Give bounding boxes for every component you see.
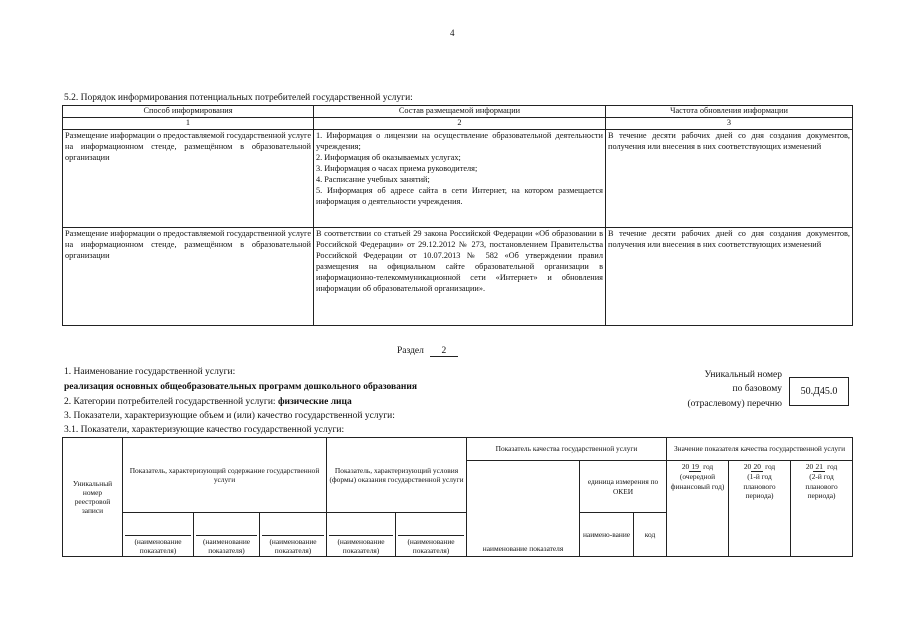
quality-header-row-1 xyxy=(63,438,853,461)
sub-indicator-name: (наименование показателя) xyxy=(194,513,260,557)
content-cell: В соответствии со статьей 29 закона Российской Федерации «Об образовании в Российской Федерации» от 29.12.2012 № 273, постановлением Правительства Российской Федерации от 10.07.2013 № 582 «Об утверждении правил размещения на официальном сайте образовательной организации в информационно-телекоммуникационной сети «Интернет» и обновления информации об образовательной организации». xyxy=(314,227,606,325)
consumers-line xyxy=(64,397,352,407)
year-desc-1: (очередной финансовый год) xyxy=(670,472,725,491)
col-number-3: 3 xyxy=(606,117,853,129)
content-item: 3. Информация о часах приема руководителя; xyxy=(316,163,478,173)
col-number-1: 1 xyxy=(63,117,314,129)
col-header-method: Способ информирования xyxy=(63,106,314,118)
section-title xyxy=(397,346,458,357)
section-label: Раздел xyxy=(397,346,424,356)
col-number-2: 2 xyxy=(314,117,606,129)
informing-table xyxy=(62,105,853,326)
unit-name-header: наимено-вание xyxy=(580,513,634,557)
year-header-1: 20 19 год (очередной финансовый год) xyxy=(667,461,729,557)
value-indicator-header: Значение показателя качества государственной услуги xyxy=(667,438,853,461)
conditions-indicator-header: Показатель, характеризующий условия (формы) оказания государственной услуги xyxy=(327,438,467,513)
unique-number-line2: по базовому xyxy=(732,384,782,395)
informing-table-header xyxy=(63,106,853,118)
sub-indicator-name: (наименование показателя) xyxy=(396,513,467,557)
service-name-value: реализация основных общеобразовательных программ дошкольного образования xyxy=(64,382,417,392)
quality-indicator-header: Показатель качества государственной услуги xyxy=(467,438,667,461)
frequency-cell: В течение десяти рабочих дней со дня создания документов, получения или внесения в них соответствующих изменений xyxy=(606,227,853,325)
content-item: 5. Информация об адресе сайта в сети Интернет, на котором размещается информация о деятельности учреждения. xyxy=(316,185,603,206)
unit-header: единица измерения по ОКЕИ xyxy=(580,461,667,513)
col-header-content: Состав размещаемой информации xyxy=(314,106,606,118)
year-desc-2: (1-й год планового периода) xyxy=(743,472,776,500)
quality-heading: 3.1. Показатели, характеризующие качество государственной услуги: xyxy=(64,425,345,435)
frequency-cell: В течение десяти рабочих дней со дня создания документов, получения или внесения в них соответствующих изменений xyxy=(606,129,853,227)
col-header-frequency: Частота обновления информации xyxy=(606,106,853,118)
registry-header: Уникальный номер реестровой записи xyxy=(63,438,123,557)
sub-indicator-name: (наименование показателя) xyxy=(260,513,327,557)
year-header-3: 20 21 год (2-й год планового периода) xyxy=(791,461,853,557)
unique-number-line1: Уникальный номер xyxy=(704,370,782,380)
year-desc-3: (2-й год планового периода) xyxy=(805,472,838,500)
section-5-2-heading: 5.2. Порядок информирования потенциальных потребителей государственной услуги: xyxy=(64,93,413,103)
unique-number-line3: (отраслевому) перечню xyxy=(687,398,782,409)
table-row xyxy=(63,227,853,325)
unique-number-code: 50.Д45.0 xyxy=(789,377,849,406)
content-cell xyxy=(314,129,606,227)
section-number: 2 xyxy=(430,346,458,357)
quality-table xyxy=(62,437,853,557)
informing-table-numbers xyxy=(63,117,853,129)
consumers-value: физические лица xyxy=(277,397,352,407)
content-item: 2. Информация об оказываемых услугах; xyxy=(316,152,461,162)
year-header-2: 20 20 год (1-й год планового периода) xyxy=(729,461,791,557)
method-cell: Размещение информации о предоставляемой государственной услуге на информационном стенде, размещённом в образовательной организации xyxy=(63,227,314,325)
indicator-name-header: наименование показателя xyxy=(467,461,580,557)
content-item: 4. Расписание учебных занятий; xyxy=(316,174,430,184)
content-indicator-header: Показатель, характеризующий содержание государственной услуги xyxy=(123,438,327,513)
content-item: 1. Информация о лицензии на осуществление образовательной деятельности учреждения; xyxy=(316,130,603,151)
unit-code-header: код xyxy=(634,513,667,557)
method-cell: Размещение информации о предоставляемой государственной услуге на информационном стенде, размещённом в образовательной организации xyxy=(63,129,314,227)
sub-indicator-name: (наименование показателя) xyxy=(327,513,396,557)
service-name-label: 1. Наименование государственной услуги: xyxy=(64,367,236,377)
sub-indicator-name: (наименование показателя) xyxy=(123,513,194,557)
page-number: 4 xyxy=(450,28,455,38)
table-row xyxy=(63,129,853,227)
indicators-heading: 3. Показатели, характеризующие объем и (или) качество государственной услуги: xyxy=(64,411,395,421)
unique-number-label xyxy=(650,368,782,411)
consumers-label: 2. Категории потребителей государственной услуги: xyxy=(64,397,276,407)
